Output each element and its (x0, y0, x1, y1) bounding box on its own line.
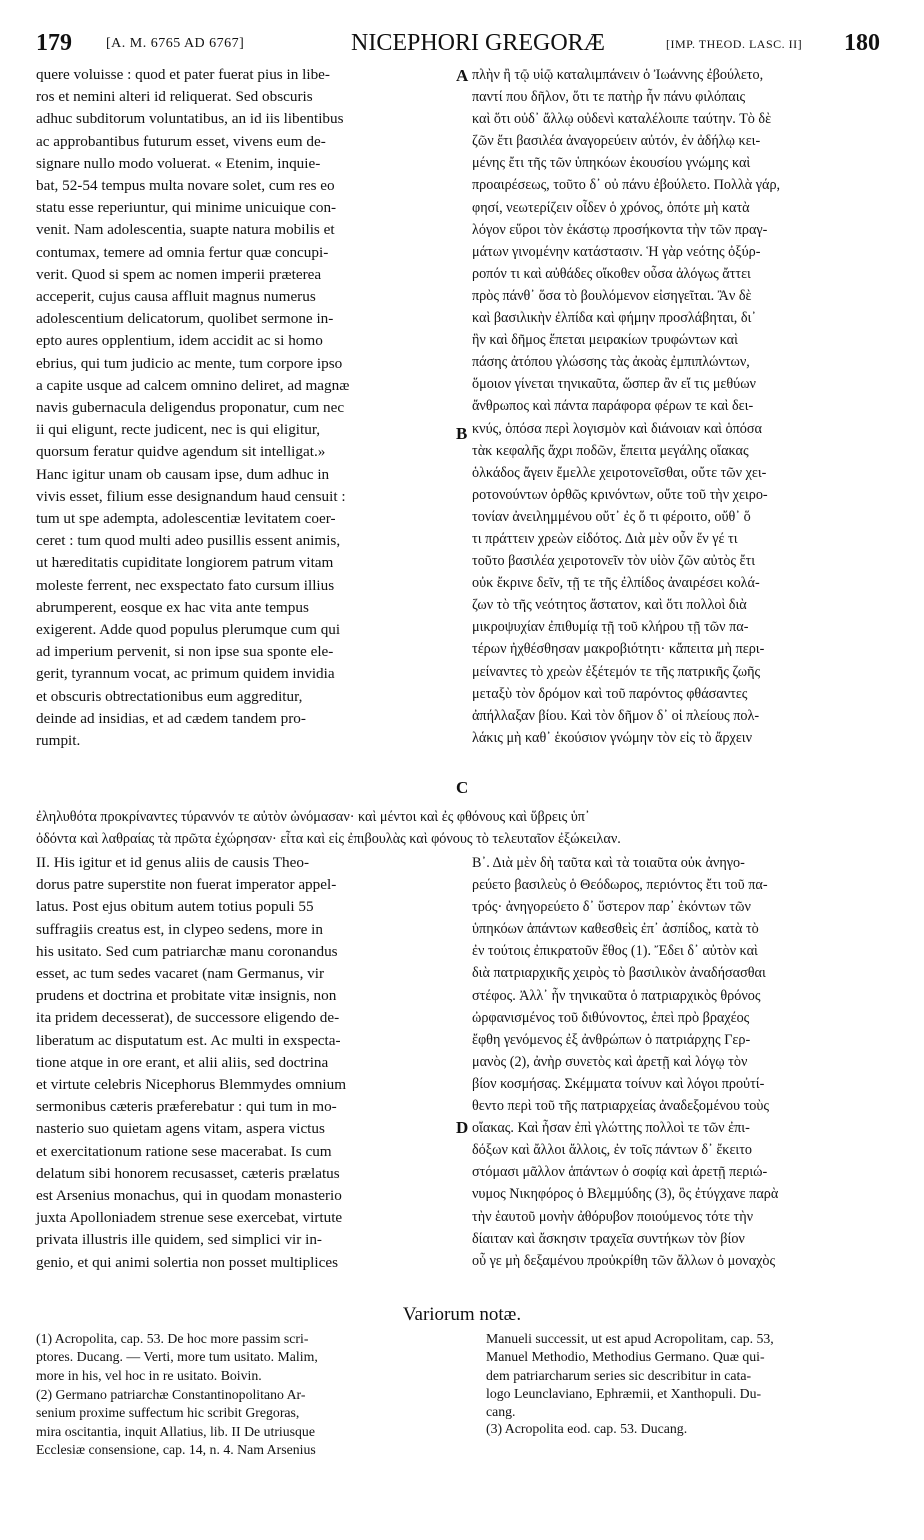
page-number-right: 180 (844, 30, 880, 56)
footnote-1: (1) Acropolita, cap. 53. De hoc more passim scri- ptores. Ducang. — Verti, more tum usitato. Malim, more in his, vel hoc in re usitato. Boivin. (36, 1331, 318, 1383)
running-header (36, 30, 880, 60)
section-marker-d: D (456, 1118, 469, 1137)
greek-column-top (472, 64, 882, 749)
year-range: [A. M. 6765 AD 6767] (106, 36, 245, 51)
latin-column-bottom (36, 852, 456, 1274)
section-marker-b: B (456, 424, 468, 443)
section-marker-c: C (456, 778, 469, 797)
greek-paragraph: πλὴν ἢ τῷ υἱῷ καταλιμπάνειν ὁ Ἰωάννης ἐβούλετο, παντί που δῆλον, ὅτι τε πατὴρ ἦν πάνυ φιλόπαις καὶ ὅτι οὐδ᾽ ἄλλῳ οὐδενὶ καταλέλοιπε ταύτην. Τὸ δὲ ζῶν ἔτι βασιλέα ἀναγορεύειν αὐτόν, ἐν ἀδήλῳ κει- μένης ἔτι τῆς τῶν ὑπηκόων ἑκουσίου γνώμης καὶ προαιρέσεως, τοῦτο δ᾽ οὐ πάνυ ἐβούλετο. Πολλὰ γάρ, φησί, νεωτερίζειν οἶδεν ὁ χρόνος, ὁπότε μὴ κατὰ λόγον εὕροι τὸν ἑκάστῳ προσήκοντα τὴν τῶν πραγ- μάτων γινομένην κατάστασιν. Ἡ γὰρ νεότης ὀξύρ- ροπόν τι καὶ αὐθάδες οἴκοθεν οὖσα ἀλόγως ἄττει πρὸς πάνθ᾽ ὅσα τὸ βουλόμενον εἰσηγεῖται. Ἂν δὲ καὶ βασιλικὴν ἐλπίδα καὶ φήμην προσλάβηται, δι᾽ ἣν καὶ δῆμος ἕπεται μειρακίων τρυφώντων καὶ πάσης ἀτόπου γλώσσης τὰς ἀκοὰς ἐμπιπλώντων, ὅμοιον γίνεται τηνικαῦτα, ὥσπερ ἂν εἴ τις μεθύων ἄνθρωπος καὶ πάντα παράφορα φέρων τε καὶ δει- κνύς, ὁπόσα περὶ λογισμὸν καὶ διάνοιαν καὶ ὁπόσα τὰκ κεφαλῆς ἄχρι ποδῶν, ἔπειτα μεγάλης οἴακας ὁλκάδος ἄγειν ἔμελλε χειροτονεῖσθαι, οὔτε τῶν χει- ροτονούντων ὀρθῶς κρινόντων, οὔτε τοῦ τὴν χειρο- τονίαν ἀνειλημμένου οὔτ᾽ ἐς ὅ τι φέροιτο, οὔθ᾽ ὅ τι πράττειν χρεὼν εἰδότος. Διὰ μὲν οὖν ἕν γέ τι τοῦτο βασιλέα χειροτονεῖν τὸν υἱὸν ζῶν αὐτὸς ἔτι οὐκ ἔκρινε δεῖν, τῇ τε τῆς ἐλπίδος ἀναιρέσει κολά- ζων τὸ τῆς νεότητος ἄστατον, καὶ ὅτι πολλοὶ διὰ μικροψυχίαν ἐπιθυμίᾳ τῇ τοῦ κλήρου τῇ τῶν πα- τέρων ἠχθέσθησαν μακροβιότητι· κἄπειτα μὴ περι- μείναντες τὸ χρεὼν ἐξέτεμόν τε τῆς πατρικῆς ζωῆς μεταξὺ τὸν δρόμον καὶ τοῦ παρόντος φθάσαντες ἀπήλλαξαν βίου. Καὶ τὸν δῆμον δ᾽ οἱ πλείους πολ- λάκις μὴ καθ᾽ ἑκούσιον γνώμην τὸν εἰς τὸ ἄρχειν (472, 67, 781, 746)
imperator-label: [IMP. THEOD. LASC. II] (666, 37, 803, 51)
notes-heading: Variorum notæ. (402, 1304, 522, 1325)
page-title: NICEPHORI GREGORÆ (351, 30, 606, 56)
greek-spanning-lines (36, 806, 882, 850)
greek-spanning-paragraph: ἐληλυθότα προκρίναντες τύραννόν τε αὐτὸν ὠνόμασαν· καὶ μέντοι καὶ ἐς φθόνους καὶ ὕβρεις ὑπ᾽ ὀδόντα καὶ λαθραίας τὰ πρῶτα ἐχώρησαν· εἶτα καὶ εἰς ἐπιβουλὰς καὶ φόνους τὸ τελευταῖον ἐξώκειλαν. (36, 809, 621, 847)
footnote-2: (2) Germano patriarchæ Constantinopolitano Ar- senium proxime suffectum hic scribit Gregoras, mira oscitantia, inquit Allatius, lib. II De utriusque Ecclesiæ consensione, cap. 14, n. 4. Nam Arsenius (36, 1387, 316, 1457)
latin-column-top (36, 64, 456, 752)
latin-paragraph: quere voluisse : quod et pater fuerat pius in libe- ros et nemini alteri id reliquerat. Sed obscuris adhuc subditorum voluntatibus, an id iis libentibus ac approbantibus futurum esset, vivens eum de- signare nullo modo voluerat. « Etenim, inquie- bat, 52-54 tempus multa novare solet, cum res eo statu esse reperiuntur, qui minime unicuique con- venit. Nam adolescentia, suapte natura mobilis et contumax, temere ad omnia fertur quæ concupi- verit. Quod si spem ac nomen imperii præterea acceperit, cujus causa affluit magnus numerus adolescentium delicatorum, quolibet sermone in- epto aures opplentium, idem accidit ac si homo ebrius, qui tum judicio ac mente, tum corpore ipso a capite usque ad calcem omnino deliret, ad magnæ navis gubernacula deligendus proponatur, cum nec ii qui eligunt, recte judicent, nec is qui eligitur, quorsum feratur quidve agendum sit intelligat.» Hanc igitur unam ob causam ipse, dum adhuc in vivis esset, filium esse designandum haud censuit : tum ut spe adempta, adolescentiæ levitatem coer- ceret : tum quod multi adeo pusillis essent animis, ut hæreditatis cupiditate longiorem patrum vitam moleste ferrent, nec exspectato fato cursum illius abrumperent, eosque ex hac vita ante tempus exigerent. Adde quod populus plerumque cum qui ad imperium pervenit, si non ipse sua sponte ele- gerit, tyrannum vocat, ac primum quidem invidia et obscuris obtrectationibus eum aggreditur, deinde ad insidias, et ad cædem tandem pro- rumpit. (36, 66, 350, 750)
latin-paragraph-ii: II. His igitur et id genus aliis de causis Theo- dorus patre superstite non fuerat imperator appel- latus. Post ejus obitum autem totius populi 55 suffragiis creatus est, in clypeo sedens, more in his usitato. Sed cum patriarchæ manu coronandus esset, ac tum sedes vacaret (nam Germanus, vir prudens et doctrina et probitate vitæ insignis, non ita pridem decesserat), de successore eligendo de- liberatum ac disputatum est. Ac multi in exspecta- tione atque in ore erant, et alii aliis, sed doctrina et virtute celebris Nicephorus Blemmydes omnium sermonibus cæteris præferebatur : qui tum in mo- nasterio suo quietam agens vitam, aspera victus et exercitationum ratione sese macerabat. Is cum delatum sibi honorem recusasset, cæteris prælatus est Arsenius monachus, qui in quodam monasterio juxta Apolloniadem strenue sese exercebat, virtute privata illustris ille quidem, sed simplici vir in- genio, et qui animi solertia non posset multiplices (36, 854, 347, 1271)
greek-column-bottom (472, 852, 882, 1272)
section-marker-a: A (456, 66, 469, 85)
greek-paragraph-ii: Β᾽. Διὰ μὲν δὴ ταῦτα καὶ τὰ τοιαῦτα οὐκ ἀνηγο- ρεύετο βασιλεὺς ὁ Θεόδωρος, περιόντος ἔτι τοῦ πα- τρός· ἀνηγορεύετο δ᾽ ὕστερον παρ᾽ ἑκόντων τῶν ὑπηκόων ἁπάντων καθεσθεὶς ἐπ᾽ ἀσπίδος, κατὰ τὸ ἐν τούτοις ἐπικρατοῦν ἔθος (1). Ἔδει δ᾽ αὐτὸν καὶ διὰ πατριαρχικῆς χειρὸς τὸ βασιλικὸν ἀναδήσασθαι στέφος. Ἀλλ᾽ ἦν τηνικαῦτα ὁ πατριαρχικὸς θρόνος ὠρφανισμένος τοῦ διθύνοντος, ἐπεὶ πρὸ βραχέος ἔφθη γενόμενος ἐξ ἀνθρώπων ὁ πατριάρχης Γερ- μανὸς (2), ἀνὴρ συνετὸς καὶ ἀρετῇ καὶ λόγῳ τὸν βίον κοσμήσας. Σκέμματα τοίνυν καὶ λόγοι προὐτί- θεντο περὶ τοῦ τῆς πατριαρχείας ἀναδεξομένου τοὺς οἴακας. Καὶ ἦσαν ἐπὶ γλώττης πολλοὶ τε τῶν ἐπι- δόξων καὶ ἄλλοι ἄλλοις, ἐν τοῖς πάντων δ᾽ ἔκειτο στόμασι μᾶλλον ἁπάντων ὁ σοφίᾳ καὶ ἀρετῇ περιώ- νυμος Νικηφόρος ὁ Βλεμμύδης (3), ὃς ἐτύγχανε παρὰ τὴν ἑαυτοῦ μονὴν ἀθόρυβον ποιούμενος τότε τὴν δίαιταν καὶ ἄσκησιν τραχεῖα συντήκων τὸν βίον οὗ γε μὴ δεξαμένου προὐκρίθη τῶν ἄλλων ὁ μοναχὸς (472, 855, 779, 1269)
footnote-3: (3) Acropolita eod. cap. 53. Ducang. (486, 1421, 688, 1436)
footnote-2-continued: Manueli successit, ut est apud Acropolitam, cap. 53, Manuel Methodio, Methodius Germano. Quæ qui- dem patriarcharum series sic describitur in cata- logo Leunclaviano, Ephræmii, et Xanthopuli. Du- cang. (486, 1331, 774, 1420)
page-number-left: 179 (36, 30, 72, 56)
